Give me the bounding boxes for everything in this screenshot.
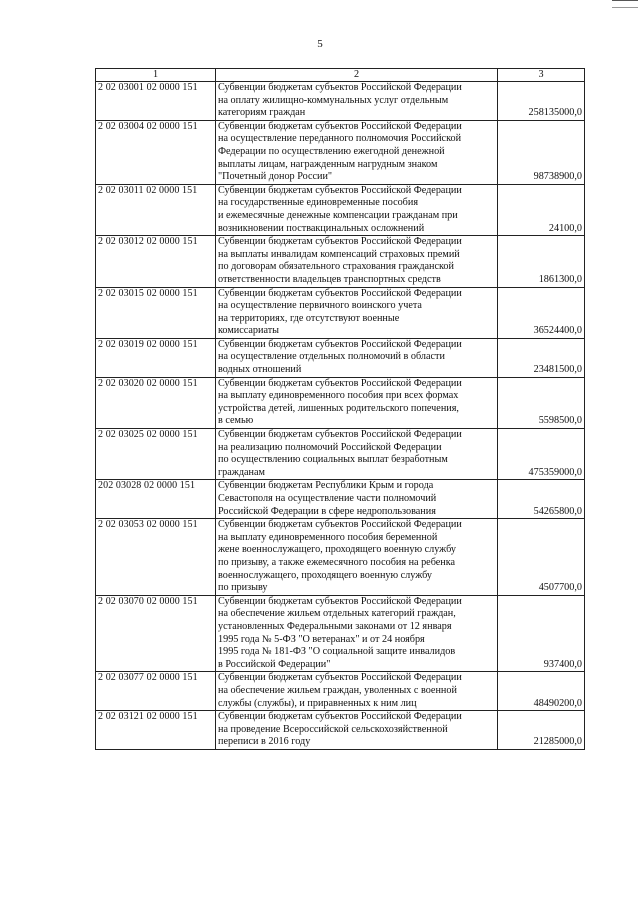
description-line: Субвенции бюджетам субъектов Российской Федерации (218, 82, 462, 93)
description-line: военнослужащего, проходящего военную службу (218, 569, 433, 581)
table-row (96, 429, 585, 480)
budget-code-cell: 2 02 03012 02 0000 151 (96, 236, 216, 287)
amount-cell: 5598500,0 (498, 377, 585, 428)
description-line: на выплату единовременного пособия беременной (218, 531, 438, 543)
budget-code-cell: 2 02 03025 02 0000 151 (96, 429, 216, 480)
amount-cell: 1861300,0 (498, 236, 585, 287)
budget-code-cell: 2 02 03015 02 0000 151 (96, 287, 216, 338)
description-line: Субвенции бюджетам субъектов Российской Федерации (218, 287, 462, 299)
description-cell (216, 82, 498, 121)
description-line: Субвенции бюджетам субъектов Российской Федерации (218, 595, 462, 607)
amount-cell: 54265800,0 (498, 480, 585, 519)
description-line: Субвенции бюджетам субъектов Российской Федерации (218, 429, 462, 441)
table-header-row (96, 69, 585, 82)
description-cell (216, 595, 498, 672)
description-line: и ежемесячные денежные компенсации гражданам при (218, 209, 458, 221)
description-line: комиссариаты (218, 325, 280, 337)
description-cell (216, 429, 498, 480)
amount-cell: 475359000,0 (498, 429, 585, 480)
description-cell (216, 672, 498, 711)
description-line: возникновении поствакцинальных осложнений (218, 222, 425, 234)
table-row (96, 519, 585, 596)
column-header: 2 (216, 69, 498, 82)
description-line: Субвенции бюджетам субъектов Российской Федерации (218, 519, 462, 531)
description-cell (216, 184, 498, 235)
amount-cell: 24100,0 (498, 184, 585, 235)
description-line: на проведение Всероссийской сельскохозяйственной (218, 723, 448, 735)
page-number: 5 (317, 38, 323, 50)
budget-code-cell: 2 02 03001 02 0000 151 (96, 82, 216, 121)
description-line: на выплату единовременного пособия при всех формах (218, 390, 459, 402)
table-row (96, 711, 585, 750)
description-line: ответственности владельцев транспортных средств (218, 273, 441, 285)
description-line: Субвенции бюджетам субъектов Российской Федерации (218, 120, 462, 132)
description-line: жене военнослужащего, проходящего военную службу (218, 544, 456, 556)
description-line: Субвенции бюджетам субъектов Российской Федерации (218, 711, 462, 723)
description-cell (216, 120, 498, 184)
description-line: 1995 года № 181-ФЗ "О социальной защите инвалидов (218, 646, 456, 658)
description-cell (216, 711, 498, 750)
description-line: в Российской Федерации" (218, 658, 331, 670)
budget-code-cell: 202 03028 02 0000 151 (96, 480, 216, 519)
table-row (96, 672, 585, 711)
table-row (96, 338, 585, 377)
description-line: Субвенции бюджетам субъектов Российской Федерации (218, 338, 462, 350)
description-cell (216, 287, 498, 338)
description-line: Субвенции бюджетам субъектов Российской Федерации (218, 184, 462, 196)
description-line: по договорам обязательного страхования гражданской (218, 261, 454, 273)
budget-code-cell: 2 02 03019 02 0000 151 (96, 338, 216, 377)
description-cell (216, 377, 498, 428)
table-row (96, 120, 585, 184)
description-line: на осуществление переданного полномочия Российской (218, 133, 462, 145)
description-line: на выплаты инвалидам компенсаций страховых премий (218, 248, 460, 260)
description-cell (216, 236, 498, 287)
table-row (96, 82, 585, 121)
description-line: на оплату жилищно-коммунальных услуг отдельным (218, 94, 449, 106)
budget-code-cell: 2 02 03004 02 0000 151 (96, 120, 216, 184)
budget-code-cell: 2 02 03121 02 0000 151 (96, 711, 216, 750)
column-header: 3 (498, 69, 585, 82)
description-line: гражданам (218, 466, 265, 478)
scan-corner-mark (612, 0, 638, 8)
description-line: Российской Федерации в сфере недропользования (218, 505, 436, 517)
description-cell (216, 480, 498, 519)
budget-code-cell: 2 02 03020 02 0000 151 (96, 377, 216, 428)
description-line: Севастополя на осуществление части полномочий (218, 493, 437, 504)
description-line: Субвенции бюджетам Республики Крым и города (218, 480, 434, 492)
description-line: установленных Федеральными законами от 12 января (218, 620, 452, 632)
amount-cell: 23481500,0 (498, 338, 585, 377)
description-line: на обеспечение жильем отдельных категорий граждан, (218, 608, 456, 620)
amount-cell: 937400,0 (498, 595, 585, 672)
description-line: в семью (218, 415, 254, 427)
table-row (96, 236, 585, 287)
description-cell (216, 338, 498, 377)
description-line: на осуществление отдельных полномочий в области (218, 351, 445, 363)
description-line: водных отношений (218, 364, 302, 376)
description-line: по призыву, а также ежемесячного пособия на ребенка (218, 556, 456, 568)
description-line: Федерации по осуществлению ежегодной денежной (218, 145, 445, 157)
description-line: на территориях, где отсутствуют военные (218, 312, 400, 324)
budget-code-cell: 2 02 03053 02 0000 151 (96, 519, 216, 596)
budget-code-cell: 2 02 03011 02 0000 151 (96, 184, 216, 235)
description-line: переписи в 2016 году (218, 736, 311, 748)
table-row (96, 184, 585, 235)
table-row (96, 480, 585, 519)
column-header: 1 (96, 69, 216, 82)
description-line: Субвенции бюджетам субъектов Российской Федерации (218, 236, 462, 248)
description-line: службы (службы), и приравненных к ним лиц (218, 697, 417, 709)
description-line: на государственные единовременные пособия (218, 197, 419, 209)
amount-cell: 21285000,0 (498, 711, 585, 750)
amount-cell: 36524400,0 (498, 287, 585, 338)
description-line: "Почетный донор России" (218, 171, 333, 183)
budget-code-cell: 2 02 03070 02 0000 151 (96, 595, 216, 672)
description-line: по призыву (218, 582, 268, 594)
amount-cell: 48490200,0 (498, 672, 585, 711)
description-line: Субвенции бюджетам субъектов Российской Федерации (218, 672, 462, 684)
budget-code-cell: 2 02 03077 02 0000 151 (96, 672, 216, 711)
table-row (96, 287, 585, 338)
table-row (96, 595, 585, 672)
amount-cell: 98738900,0 (498, 120, 585, 184)
amount-cell: 258135000,0 (498, 82, 585, 121)
budget-table (95, 68, 585, 750)
description-line: 1995 года № 5-ФЗ "О ветеранах" и от 24 ноября (218, 633, 425, 645)
description-line: на реализацию полномочий Российской Федерации (218, 441, 442, 453)
amount-cell: 4507700,0 (498, 519, 585, 596)
description-cell (216, 519, 498, 596)
description-line: выплаты лицам, награжденным нагрудным знаком (218, 158, 438, 170)
description-line: на обеспечение жильем граждан, уволенных с военной (218, 684, 457, 696)
description-line: категориям граждан (218, 107, 306, 119)
description-line: Субвенции бюджетам субъектов Российской Федерации (218, 377, 462, 389)
description-line: устройства детей, лишенных родительского попечения, (218, 402, 459, 414)
table-row (96, 377, 585, 428)
description-line: по осуществлению социальных выплат безработным (218, 454, 448, 466)
description-line: на осуществление первичного воинского учета (218, 300, 422, 312)
